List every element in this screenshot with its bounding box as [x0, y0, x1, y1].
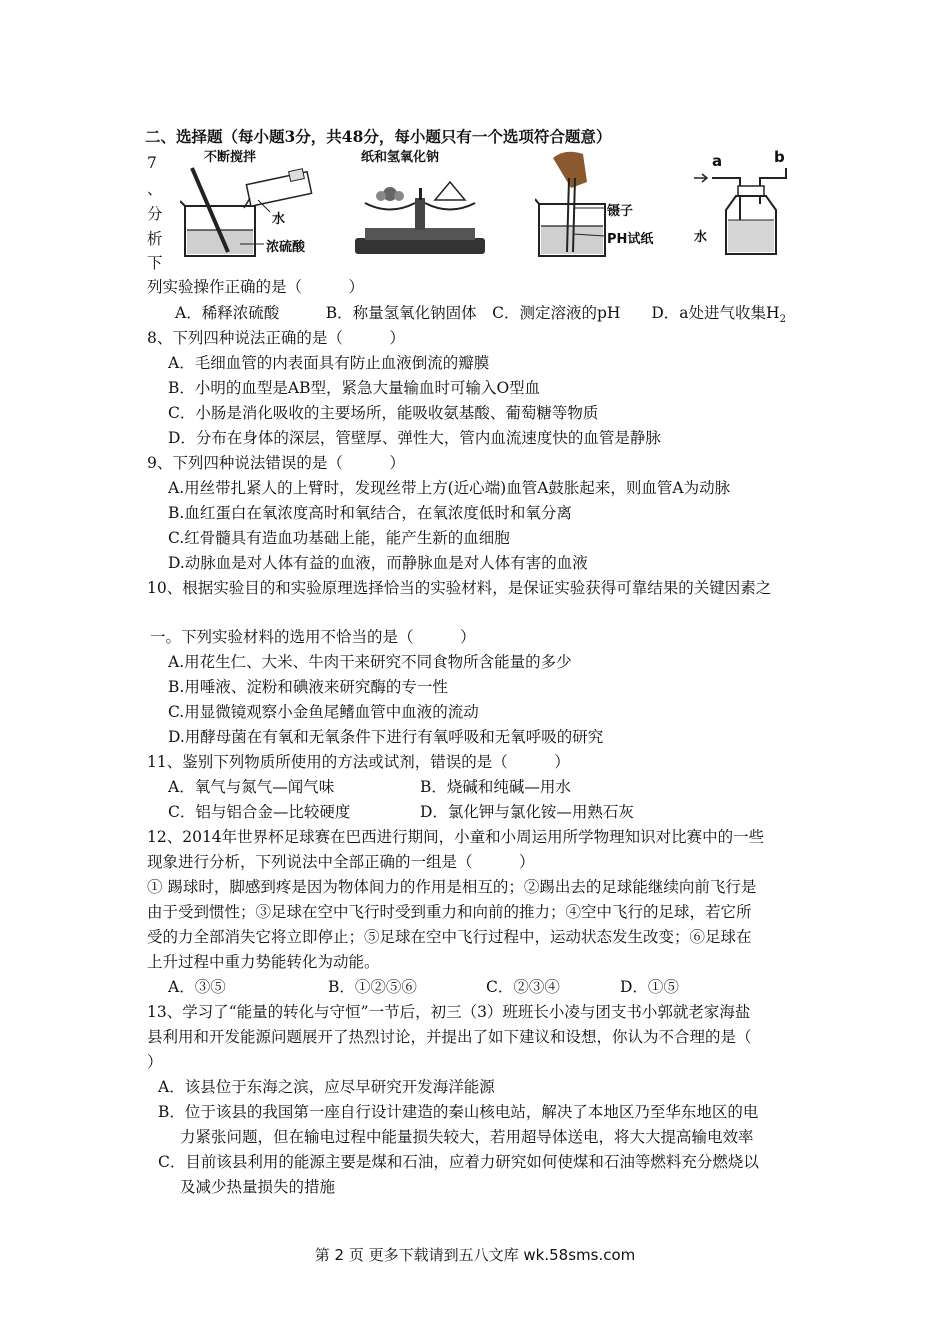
- figure-label: PH试纸: [607, 232, 654, 247]
- q7-number-char: 7: [147, 154, 157, 172]
- q12-body: 上升过程中重力势能转化为动能。: [147, 953, 380, 971]
- q7-number-char: 分: [147, 205, 163, 223]
- footer-site-link[interactable]: 更多下载请到五八文库 wk.58sms.com: [368, 1246, 636, 1264]
- q11-option: A．氧气与氮气—闻气味: [168, 778, 335, 796]
- q11-stem: 11、鉴别下列物质所使用的方法或试剂，错误的是（ ）: [147, 753, 570, 771]
- q12-option: A．③⑤: [168, 978, 226, 996]
- q10-option: A.用花生仁、大米、牛肉干来研究不同食物所含能量的多少: [168, 653, 572, 671]
- q9-stem: 9、下列四种说法错误的是（ ）: [147, 454, 405, 472]
- figure-label: a: [712, 152, 723, 170]
- q9-option: D.动脉血是对人体有益的血液，而静脉血是对人体有害的血液: [168, 554, 588, 572]
- q12-stem: 现象进行分析，下列说法中全部正确的一组是（ ）: [147, 853, 535, 871]
- q13-stem: 县利用和开发能源问题展开了热烈讨论，并提出了如下建议和设想，你认为不合理的是（: [147, 1028, 752, 1046]
- q10-stem: 10、根据实验目的和实验原理选择恰当的实验材料，是保证实验获得可靠结果的关键因素之: [147, 579, 772, 597]
- q9-option: B.血红蛋白在氧浓度高时和氧结合，在氧浓度低时和氧分离: [168, 504, 572, 522]
- q12-option: D．①⑤: [620, 978, 679, 996]
- figure-ph-test: [535, 148, 675, 262]
- section-heading: 二、选择题（每小题3分，共48分，每小题只有一个选项符合题意）: [145, 127, 612, 146]
- q12-body: 由于受到惯性；③足球在空中飞行时受到重力和向前的推力；④空中飞行的足球，若它所: [147, 903, 752, 921]
- q13-option: B．位于该县的我国第一座自行设计建造的秦山核电站，解决了本地区乃至华东地区的电: [158, 1103, 759, 1121]
- q8-option: B．小明的血型是AB型，紧急大量输血时可输入O型血: [168, 379, 541, 397]
- q10-option: B.用唾液、淀粉和碘液来研究酶的专一性: [168, 678, 448, 696]
- q8-option: D．分布在身体的深层，管壁厚、弹性大，管内血流速度快的血管是静脉: [168, 429, 661, 447]
- figure-gas-bottle: [690, 148, 810, 262]
- q8-option: A．毛细血管的内表面具有防止血液倒流的瓣膜: [168, 354, 490, 372]
- q10-option: D.用酵母菌在有氧和无氧条件下进行有氧呼吸和无氧呼吸的研究: [168, 728, 604, 746]
- q7-stem: 列实验操作正确的是（ ）: [147, 278, 365, 296]
- figure-label: 纸和氢氧化钠: [361, 150, 440, 165]
- q9-option: C.红骨髓具有造血功基础上能，能产生新的血细胞: [168, 529, 510, 547]
- q13-option: 力紧张问题，但在输电过程中能量损失较大，若用超导体送电，将大大提高输电效率: [180, 1128, 754, 1146]
- figure-balance: [345, 148, 495, 262]
- figure-label: 水: [694, 230, 708, 245]
- gas-bottle-illustration: [690, 148, 810, 262]
- q13-option: 及减少热量损失的措施: [180, 1178, 336, 1196]
- figure-label: b: [774, 148, 785, 166]
- q7-options-text: A．稀释浓硫酸 B．称量氢氧化钠固体 C．测定溶液的pH D．a处进气收集H: [175, 304, 780, 322]
- figure-label: 不断搅拌: [204, 150, 257, 165]
- q13-option: C．目前该县利用的能源主要是煤和石油，应着力研究如何使煤和石油等燃料充分燃烧以: [158, 1153, 759, 1171]
- q8-stem: 8、下列四种说法正确的是（ ）: [147, 329, 405, 347]
- q11-option: B．烧碱和纯碱—用水: [420, 778, 571, 796]
- beaker-acid-illustration: [180, 148, 340, 262]
- q7-number-char: 析: [147, 230, 163, 248]
- page-number: 第 2 页: [314, 1246, 364, 1264]
- q12-option: C．②③④: [486, 978, 560, 996]
- q13-stem: ）: [147, 1053, 163, 1071]
- figure-label: 镊子: [607, 204, 634, 219]
- q10-stem: 一。下列实验材料的选用不恰当的是（ ）: [150, 628, 476, 646]
- balance-illustration: [345, 148, 495, 262]
- ph-test-illustration: [535, 148, 675, 262]
- q12-body: 受的力全部消失它将立即停止；⑤足球在空中飞行过程中，运动状态发生改变；⑥足球在: [147, 928, 752, 946]
- q8-option: C．小肠是消化吸收的主要场所，能吸收氨基酸、葡萄糖等物质: [168, 404, 599, 422]
- q13-option: A．该县位于东海之滨，应尽早研究开发海洋能源: [158, 1078, 495, 1096]
- page-footer: [0, 1244, 950, 1265]
- figure-label: 水: [272, 212, 286, 227]
- q7-number-char: 、: [147, 180, 163, 198]
- q7-number-char: 下: [147, 254, 163, 272]
- h2-subscript: 2: [779, 314, 786, 326]
- q12-stem: 12、2014年世界杯足球赛在巴西进行期间，小童和小周运用所学物理知识对比赛中的一些: [147, 828, 765, 846]
- q9-option: A.用丝带扎紧人的上臂时，发现丝带上方(近心端)血管A鼓胀起来，则血管A为动脉: [168, 479, 731, 497]
- q13-stem: 13、学习了“能量的转化与守恒”一节后，初三（3）班班长小凌与团支书小郭就老家海盐: [147, 1003, 751, 1021]
- figure-label: 浓硫酸: [266, 240, 306, 255]
- q11-option: D．氯化钾与氯化铵—用熟石灰: [420, 803, 634, 821]
- q12-option: B．①②⑤⑥: [328, 978, 417, 996]
- figure-dilute-acid: [180, 148, 340, 262]
- q10-option: C.用显微镜观察小金鱼尾鳍血管中血液的流动: [168, 703, 479, 721]
- q12-body: ① 踢球时，脚感到疼是因为物体间力的作用是相互的；②踢出去的足球能继续向前飞行是: [147, 878, 757, 896]
- q11-option: C．铝与铝合金—比较硬度: [168, 803, 351, 821]
